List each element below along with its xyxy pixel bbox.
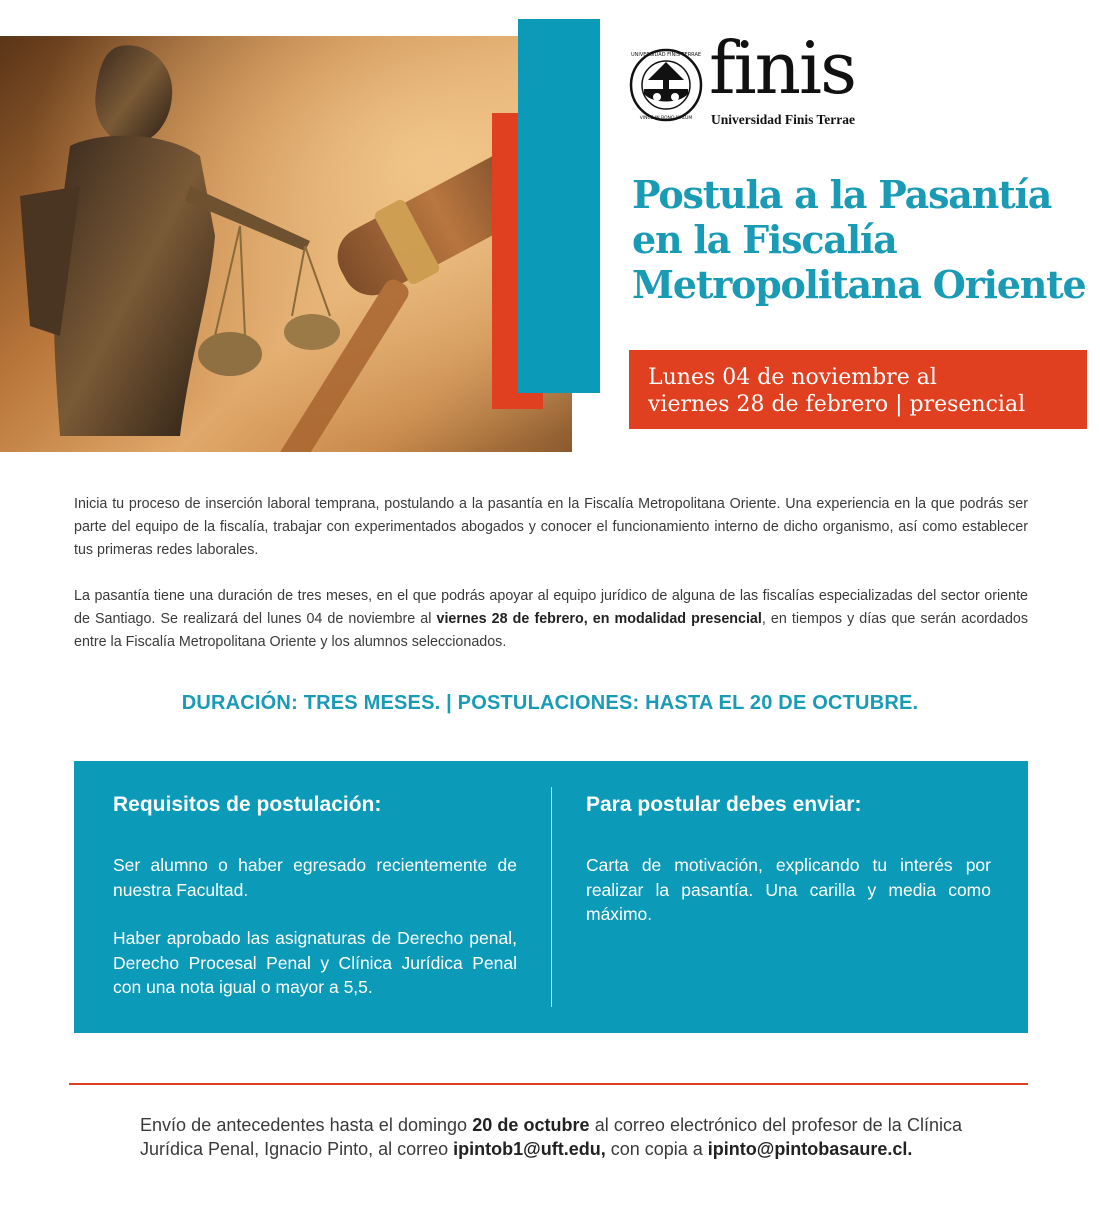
footer-instructions — [140, 1113, 962, 1161]
logo-wordmark: finis — [709, 26, 856, 110]
send-heading: Para postular debes enviar: — [586, 793, 862, 816]
column-divider — [551, 787, 552, 1007]
cc-email[interactable]: ipinto@pintobasaure.cl. — [707, 1139, 913, 1159]
university-seal-icon — [629, 48, 703, 122]
footer-text: Envío de antecedentes hasta el domingo — [140, 1115, 473, 1135]
requirements-column — [113, 793, 517, 1024]
justice-scale-illustration — [0, 36, 572, 452]
logo-subtitle: Universidad Finis Terrae — [711, 112, 856, 127]
primary-email[interactable]: ipintob1@uft.edu, — [453, 1139, 606, 1159]
requirement-item: Haber aprobado las asignaturas de Derecho penal, Derecho Procesal Penal y Clínica Jurídica Penal con una nota igual o mayor a 5,5. — [113, 928, 517, 997]
send-item: Carta de motivación, explicando tu interés por realizar la pasantía. Una carilla y media como máximo. — [586, 855, 991, 924]
intro-paragraph — [74, 585, 1028, 654]
intro-bold-dates: viernes 28 de febrero, en modalidad presencial — [436, 611, 762, 627]
date-line: Lunes 04 de noviembre al — [648, 365, 937, 390]
requirements-box — [74, 761, 1028, 1033]
requirements-heading: Requisitos de postulación: — [113, 793, 382, 816]
date-line: viernes 28 de febrero | presencial — [648, 392, 1026, 417]
intro-text: , en tiempos y días que serán acordados entre la Fiscalía Metropolitana Oriente y los alumnos seleccionados. — [74, 611, 1028, 650]
send-column — [586, 793, 991, 951]
intro-text: La pasantía tiene una duración de tres meses, en el que podrás apoyar al equipo jurídico de alguna de las fiscalías especializadas del sector oriente de Santiago. Se realizará del lunes 04 de noviembre al — [74, 588, 1028, 627]
title-line: Metropolitana Oriente — [632, 262, 1086, 307]
footer-text: al correo electrónico del profesor de la Clínica Jurídica Penal, Ignacio Pinto, al correo — [140, 1115, 962, 1159]
title-line: Postula a la Pasantía — [632, 172, 1052, 217]
date-banner — [629, 350, 1087, 429]
intro-section — [74, 493, 1028, 677]
university-logo — [629, 26, 889, 132]
seal-text-bottom: VINCE IN BONO MALUM — [639, 116, 693, 121]
footer-deadline: 20 de octubre — [472, 1115, 590, 1135]
footer-text: con copia a — [605, 1139, 708, 1159]
seal-text-top: UNIVERSIDAD FINIS TERRAE — [630, 52, 702, 58]
intro-paragraph: Inicia tu proceso de inserción laboral temprana, postulando a la pasantía en la Fiscalía Metropolitana Oriente. Una experiencia en la que podrás ser parte del equipo de la fiscalía, trabajar con experimentados abogados y conocer el funcionamiento interno de dicho organismo, así como establecer tus primeras redes laborales. — [74, 496, 1028, 558]
accent-bar-blue — [518, 19, 600, 393]
requirement-item: Ser alumno o haber egresado recientemente de nuestra Facultad. — [113, 855, 517, 900]
title-line: en la Fiscalía — [632, 217, 897, 262]
footer-divider — [69, 1083, 1028, 1085]
duration-deadline-highlight: DURACIÓN: TRES MESES. | POSTULACIONES: HASTA EL 20 DE OCTUBRE. — [181, 692, 919, 714]
hero-image — [0, 36, 572, 452]
page-title — [632, 172, 1092, 307]
